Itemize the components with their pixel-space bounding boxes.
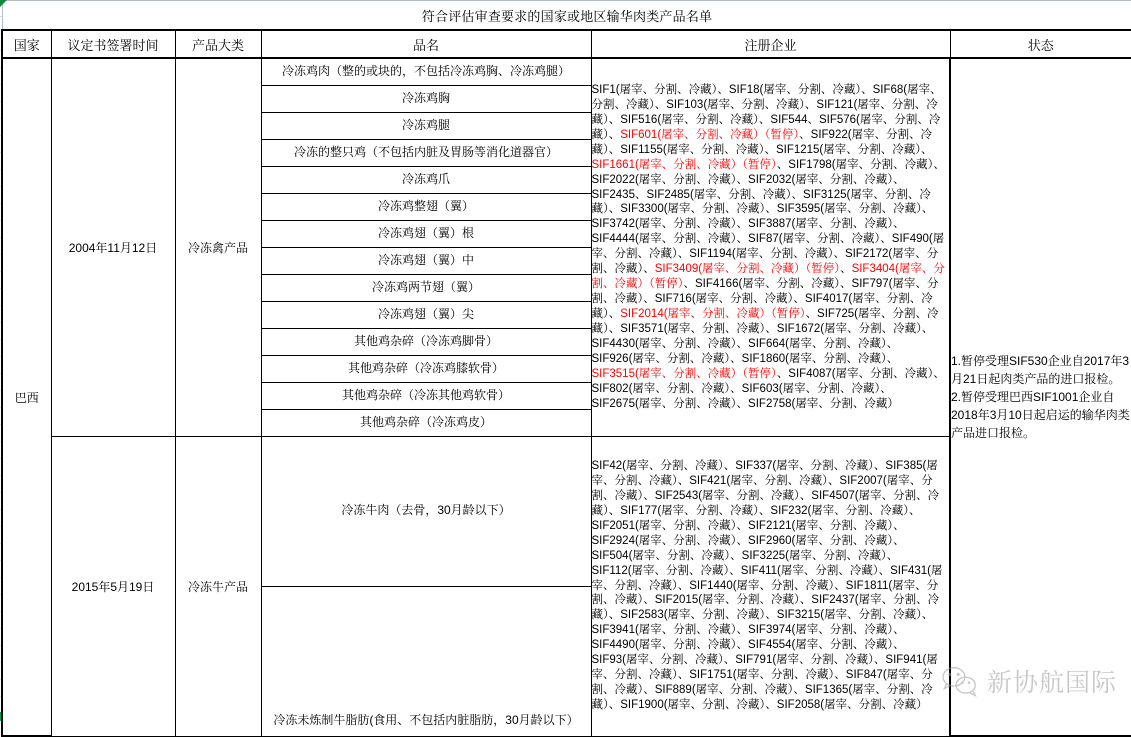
product-name-value: 冷冻鸡整翅（翼） xyxy=(377,198,474,213)
cell-product-name xyxy=(261,436,591,586)
country-label: 巴西 xyxy=(14,390,39,405)
product-name-value: 其他鸡杂碎（冷冻鸡膝软骨） xyxy=(347,360,504,375)
cell-product-name xyxy=(261,166,591,193)
cell-registered-enterprises xyxy=(591,436,950,736)
product-name-value: 冷冻鸡爪 xyxy=(401,171,450,186)
enterprise-list xyxy=(592,83,950,412)
cell-product-name xyxy=(261,112,591,139)
column-header-product-name: 品名 xyxy=(261,30,591,58)
protocol-date-value: 2015年5月19日 xyxy=(71,579,155,594)
suspended-enterprise: SIF3515(屠宰、分割、冷藏）（暂停） xyxy=(591,367,777,380)
cell-product-name xyxy=(261,409,591,436)
cell-product-name xyxy=(261,220,591,247)
cell-product-name xyxy=(261,58,591,85)
cell-product-name xyxy=(261,328,591,355)
product-name-value: 冷冻未炼制牛脂肪(食用、不包括内脏脂肪，30月龄以下） xyxy=(273,713,579,728)
suspended-enterprise: SIF3404(屠宰、分割、冷藏）（暂停） xyxy=(591,263,945,291)
cell-product-name xyxy=(261,355,591,382)
protocol-date-value: 2004年11月12日 xyxy=(68,240,158,255)
product-name-value: 冷冻鸡翅（翼）中 xyxy=(377,252,474,267)
cell-product-name xyxy=(261,85,591,112)
table-row xyxy=(2,58,1131,85)
suspended-enterprise: SIF601(屠宰、分割、冷藏）（暂停） xyxy=(620,128,800,141)
product-category-value: 冷冻牛产品 xyxy=(187,579,248,594)
enterprise-run: 、SIF1798(屠宰、分割、冷藏）、SIF2022(屠宰、分割、冷藏）、SIF2032(屠宰、分割、冷藏）、SIF2435、SIF2485(屠宰、分割、冷藏）、SIF3125(屠宰、分割、冷藏）、SIF3300(屠宰、分割、冷藏）、SIF3595(屠宰、分割、冷藏）、SIF3742(屠宰、分割、冷藏）、SIF3887(屠宰、分割、冷藏）、SIF4444(屠宰、分割、冷藏）、SIF87(屠宰、分割、冷藏）、SIF490(屠宰、分割、冷藏）、SIF1194(屠宰、分割、冷藏）、SIF2172(屠宰、分割、冷藏）、 xyxy=(591,158,945,276)
cell-product-name xyxy=(261,247,591,274)
product-name-value: 其他鸡杂碎（冷冻其他鸡软骨） xyxy=(341,387,510,402)
enterprise-run: 、SIF922(屠宰、分割、冷藏）、SIF1155(屠宰、分割、冷藏）、SIF1215(屠宰、分割、冷藏）、 xyxy=(591,128,933,156)
product-name-value: 冷冻鸡胸 xyxy=(401,90,450,105)
column-header-registered-enterprises: 注册企业 xyxy=(591,30,950,58)
cell-registered-enterprises xyxy=(591,58,950,436)
enterprise-list xyxy=(592,459,950,713)
cell-protocol-date xyxy=(51,58,175,436)
product-name-value: 冷冻鸡翅（翼）根 xyxy=(377,225,474,240)
column-header-country: 国家 xyxy=(2,30,51,58)
meat-products-table xyxy=(1,0,1131,737)
cell-product-name xyxy=(261,301,591,328)
product-name-value: 冷冻牛肉（去骨，30月龄以下） xyxy=(341,503,511,518)
enterprise-run: SIF1(屠宰、分割、冷藏）、SIF18(屠宰、分割、冷藏）、SIF68(屠宰、分割、冷藏）、SIF103(屠宰、分割、冷藏）、SIF121(屠宰、分割、冷藏）、SIF516(屠宰、分割、冷藏）、SIF544、SIF576(屠宰、分割、冷藏）、 xyxy=(591,83,942,141)
enterprise-run: 、SIF725(屠宰、分割、冷藏）、SIF3571(屠宰、分割、冷藏）、SIF1672(屠宰、分割、冷藏）、SIF4430(屠宰、分割、冷藏）、SIF664(屠宰、分割、冷藏）、SIF926(屠宰、分割、冷藏）、SIF1860(屠宰、分割、冷藏）、 xyxy=(591,308,939,365)
watermark-text: 新协航国际 xyxy=(986,668,1117,697)
enterprise-run: SIF42(屠宰、分割、冷藏）、SIF337(屠宰、分割、冷藏）、SIF385(屠宰、分割、冷藏）、SIF421(屠宰、分割、冷藏）、SIF2007(屠宰、分割、冷藏）、SIF2543(屠宰、分割、冷藏）、SIF4507(屠宰、分割、冷藏）、SIF177(屠宰、分割、冷藏）、SIF232(屠宰、分割、冷藏）、SIF2051(屠宰、分割、冷藏）、SIF2121(屠宰、分割、冷藏）、SIF2924(屠宰、分割、冷藏）、SIF2960(屠宰、分割、冷藏）、SIF504(屠宰、分割、冷藏）、SIF3225(屠宰、分割、冷藏）、SIF112(屠宰、分割、冷藏）、SIF411(屠宰、分割、冷藏）、SIF431(屠宰、分割、冷藏）、SIF1440(屠宰、分割、冷藏）、SIF1811(屠宰、分割、冷藏）、SIF2015(屠宰、分割、冷藏）、SIF2437(屠宰、分割、冷藏）、SIF2583(屠宰、分割、冷藏）、SIF3215(屠宰、分割、冷藏）、SIF3941(屠宰、分割、冷藏）、SIF3974(屠宰、分割、冷藏）、SIF4490(屠宰、分割、冷藏）、SIF4554(屠宰、分割、冷藏）、SIF93(屠宰、分割、冷藏）、SIF791(屠宰、分割、冷藏）、SIF941(屠宰、分割、冷藏）、SIF1751(屠宰、分割、冷藏）、SIF847(屠宰、分割、冷藏）、SIF889(屠宰、分割、冷藏）、SIF1365(屠宰、分割、冷藏）、SIF1900(屠宰、分割、冷藏）、SIF2058(屠宰、分割、冷藏） xyxy=(591,460,943,712)
cell-status xyxy=(950,58,1131,736)
cell-product-name xyxy=(261,382,591,409)
enterprise-run: 、SIF4087(屠宰、分割、冷藏）、SIF802(屠宰、分割、冷藏）、SIF603(屠宰、分割、冷藏）、SIF2675(屠宰、分割、冷藏）、SIF2758(屠宰、分割、冷藏） xyxy=(591,367,945,410)
cell-country xyxy=(2,58,51,736)
product-name-value: 其他鸡杂碎（冷冻鸡脚骨） xyxy=(353,333,498,348)
page-title: 符合评估审查要求的国家或地区输华肉类产品名单 xyxy=(2,1,1131,31)
cell-product-name xyxy=(261,274,591,301)
column-header-status: 状态 xyxy=(950,30,1131,58)
enterprise-run: 、SIF4166(屠宰、分割、冷藏）、SIF797(屠宰、分割、冷藏）、SIF716(屠宰、分割、冷藏）、SIF4017(屠宰、分割、冷藏）、 xyxy=(591,278,939,320)
product-name-value: 冷冻鸡翅（翼）尖 xyxy=(377,306,474,321)
product-name-value: 冷冻鸡腿 xyxy=(401,117,450,132)
enterprise-run: 、 xyxy=(840,263,852,276)
product-name-value: 冷冻鸡两节翅（翼） xyxy=(371,279,480,294)
column-header-product-category: 产品大类 xyxy=(175,30,261,58)
cell-protocol-date xyxy=(51,436,175,736)
cell-product-name xyxy=(261,139,591,166)
header-row xyxy=(2,30,1131,58)
suspended-enterprise: SIF3409(屠宰、分割、冷藏）（暂停） xyxy=(654,263,841,276)
comment-indicator-icon[interactable] xyxy=(0,0,7,7)
product-name-value: 冷冻鸡肉（整的或块的，不包括冷冻鸡胸、冷冻鸡腿） xyxy=(281,64,570,79)
product-name-value: 冷冻的整只鸡（不包括内脏及胃肠等消化道器官） xyxy=(293,144,558,159)
cell-product-category xyxy=(175,436,261,736)
product-name-value: 其他鸡杂碎（冷冻鸡皮） xyxy=(359,414,492,429)
cell-product-name xyxy=(261,586,591,736)
product-category-value: 冷冻禽产品 xyxy=(187,240,248,255)
column-header-protocol-date: 议定书签署时间 xyxy=(51,30,175,58)
status-note: 2.暂停受理巴西SIF1001企业自2018年3月10日起启运的输华肉类产品进口报检。 xyxy=(951,390,1130,440)
suspended-enterprise: SIF1661(屠宰、分割、冷藏）（暂停） xyxy=(591,158,777,171)
title-row xyxy=(2,1,1131,31)
status-note: 1.暂停受理SIF530企业自2017年3月21日起肉类产品的进口报检。 xyxy=(951,354,1130,386)
cell-product-category xyxy=(175,58,261,436)
cell-product-name xyxy=(261,193,591,220)
suspended-enterprise: SIF2014(屠宰、分割、冷藏）（暂停） xyxy=(620,308,806,320)
